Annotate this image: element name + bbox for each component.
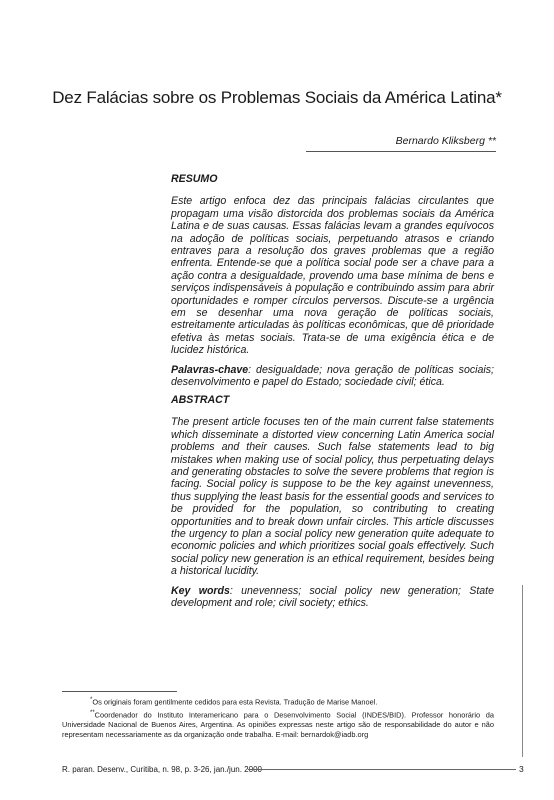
footnote-1-text: Os originais foram gentilmente cedidos para esta Revista. Tradução de Marise Manoel. [92,697,378,707]
margin-rule [522,585,523,757]
abstract-keywords-text: : unevenness; social policy new generation; State development and role; civil society; ethics. [171,584,494,610]
footnote-2-text: Coordenador do Instituto Interamericano para o Desenvolvimento Social (INDES/BID). Professor honorário da Universidade Nacional de Buenos Aires, Argentina. As opiniões expressas neste artigo são de responsabilidade do autor e não representam necessariamente as da organização onde trabalha. E-mail: bernardok@iadb.org [62,710,494,739]
abstract-heading: ABSTRACT [171,394,230,406]
footnote-1-mark: * [90,697,93,703]
abstract-section [171,394,494,610]
abstract-keywords [171,585,494,610]
author-divider [306,151,496,152]
footnote-1 [62,696,494,707]
page-number: 3 [519,764,524,774]
author-name: Bernardo Kliksberg ** [395,135,496,147]
footnote-2 [62,709,494,739]
abstract-keywords-label: Key words [171,584,230,597]
journal-citation: R. paran. Desenv., Curitiba, n. 98, p. 3-26, jan./jun. 2000 [62,765,262,774]
article-title: Dez Falácias sobre os Problemas Sociais da América Latina* [52,88,502,107]
abstract-body: The present article focuses ten of the main current false statements which disseminate a distorted view concerning Latin America social problems and their causes. Such false statements lead to big mistakes when making use of social policy, thus perpetuating delays and generating obstacles to solve the severe problems that region is facing. Social policy is suppose to be the key against unevenness, thus supplying the least basis for the essential goods and services to be provided for the population, so contributing to creating opportunities and to break down unfair circles. This article discusses the urgency to plan a social policy new generation quite adequate to economic policies and which prioritizes social goals effectively. Such social policy new generation is an ethical requirement, besides being a historical lucidity. [171,416,494,578]
resumo-section [171,173,494,389]
resumo-keywords-label: Palavras-chave [171,363,249,376]
resumo-keywords [171,364,494,389]
footnote-2-mark: ** [90,710,95,716]
resumo-heading: RESUMO [171,173,218,185]
footnote-divider [62,691,177,692]
resumo-body: Este artigo enfoca dez das principais falácias circulantes que propagam uma visão distorcida dos problemas sociais da América Latina e de suas causas. Essas falácias levam a grandes equívocos na adoção de políticas sociais, perpetuando atrasos e criando entraves para a resolução dos graves problemas que a região enfrenta. Entende-se que a política social pode ser a chave para a ação contra a desigualdade, provendo uma base mínima de bens e serviços indispensáveis à população e contribuindo assim para abrir oportunidades e romper círculos perversos. Discute-se a urgência em se desenhar uma nova geração de políticas sociais, estreitamente articuladas às políticas econômicas, que dê prioridade efetiva às metas sociais. Trata-se de uma exigência ética e de lucidez histórica. [171,195,494,357]
resumo-keywords-text: : desigualdade; nova geração de políticas sociais; desenvolvimento e papel do Estado; sociedade civil; ética. [171,363,494,389]
footer-divider [248,769,516,770]
